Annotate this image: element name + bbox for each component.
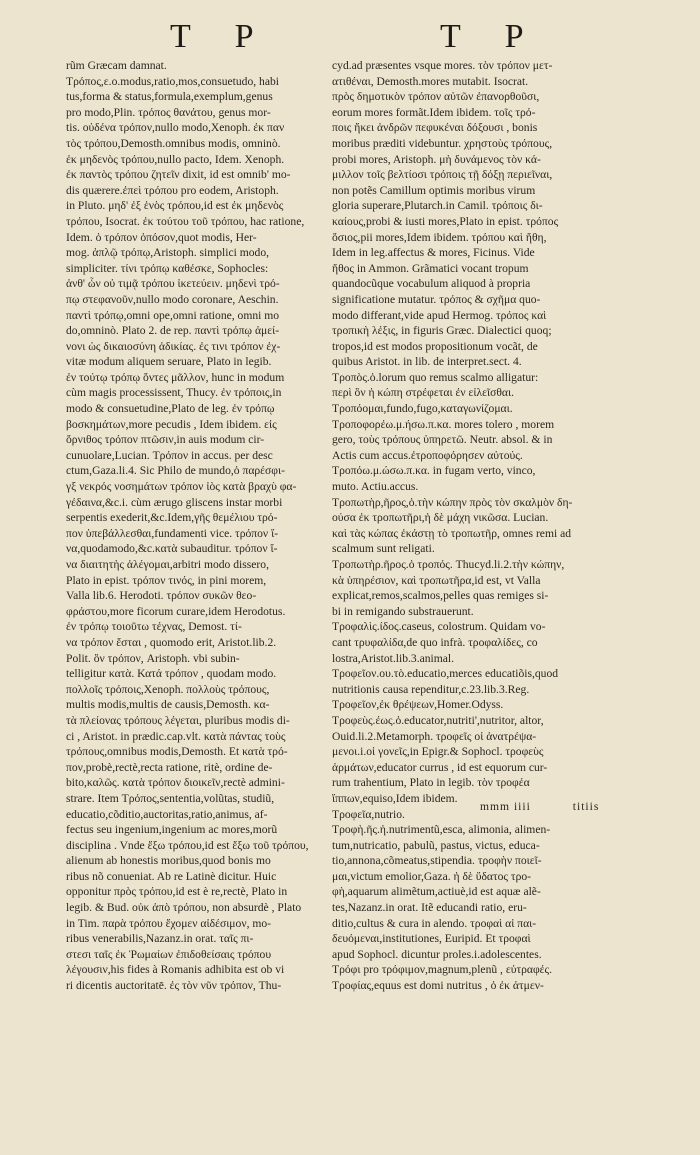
text-line: bi in remigando substrauerunt.	[332, 604, 474, 618]
text-line: in Tim. παρὰ τρόπου ἔχομεν αἰδέσιμον, mo-	[66, 916, 272, 930]
text-line: moribus præditi videbuntur. χρηστοὺς τρόπους,	[332, 136, 553, 150]
text-line: pro modo,Plin. τρόπος θανάτου, genus mor-	[66, 105, 271, 119]
text-line: nutritionis causa rependitur,c.23.lib.3.Reg.	[332, 682, 530, 696]
text-line: ri dicentis auctoritatē. ἐς τὸν νῦν τρόπον, Thu-	[66, 979, 282, 993]
text-line: Τροφεῖον.ου.τὸ.educatio,merces educatiõis,quod	[332, 667, 559, 681]
text-line: Plato in epist. τρόπον τινός, in pini morem,	[66, 573, 267, 587]
text-line: scalmum sunt religati.	[332, 542, 435, 556]
text-line: serpentis exederit,&c.Idem,γῆς θεμέλιου τρό-	[66, 511, 278, 525]
text-line: ατιθέναι, Demosth.mores mutabit. Isocrat.	[332, 74, 529, 88]
text-line: ὅσιος,pii mores,Idem ibidem. τρόπου καὶ ἤθη,	[332, 230, 547, 244]
text-line: τὸς τρόπου,Demosth.omnibus modis, omninò.	[66, 136, 281, 150]
text-line: Τρόφι pro τρόφιμον,magnum,plenũ , εὐτραφές.	[332, 963, 553, 977]
text-line: apud Sophocl. dicuntur proles.i.adolescentes.	[332, 947, 542, 961]
text-line: νονι ὡς δικαιοσύνη ἀδικίας. ἐς τινι τρόπον ἐχ-	[66, 339, 281, 353]
text-line: do,omninò. Plato 2. de rep. παντὶ τρόπῳ ἀμεί-	[66, 324, 280, 338]
text-line: ούσα ἐκ τροπωτῆρι,ἡ δὲ μάχη νικῶσα. Lucian.	[332, 511, 549, 525]
text-line: μιλλον τοῖς βελτίοσι τρόποις τῇ δόξῃ περιεῖναι,	[332, 168, 553, 182]
text-line: ribus venerabilis,Nazanz.in orat. ταῖς πι-	[66, 932, 254, 946]
text-line: Polit. ὃν τρόπον, Aristoph. vbi subin-	[66, 651, 240, 665]
text-line: Τροποφορέω.μ.ήσω.π.κα. mores tolero , morem	[332, 417, 555, 431]
text-line: tis. οὐδένα τρόπον,nullo modo,Xenoph. ἐκ παν	[66, 121, 285, 135]
running-head-left: T P	[170, 18, 272, 55]
text-line: τρόπου, Isocrat. ἐκ τούτου τοῦ τρόπου, hac ratione,	[66, 214, 305, 228]
text-line: cyd.ad præsentes vsque mores. τὸν τρόπον μετ-	[332, 59, 553, 72]
text-line: Idem in leg.affectus & mores, Ficinus. Vide	[332, 246, 535, 260]
text-line: Actis cum accus.ἐτροποφόρησεν αὐτούς.	[332, 448, 523, 462]
text-line: disciplina . Vnde ἔξω τρόπου,id est ἔξω τοῦ τρόπου,	[66, 838, 309, 852]
text-line: educatio,cõditio,auctoritas,ratio,animus, af-	[66, 807, 268, 821]
text-line: πολλοῖς τρόποις,Xenoph. πολλοὺς τρόπους,	[66, 682, 270, 696]
text-line: ctum,Gaza.li.4. Sic Philo de mundo,ὁ παρέσφι-	[66, 464, 285, 478]
text-line: quibus Aristot. in lib. de interpret.sect. 4.	[332, 355, 522, 369]
text-line: Τροπόω.μ.ώσω.π.κα. in fugam verto, vinco,	[332, 464, 536, 478]
signature-line	[480, 800, 599, 813]
text-line: tio,annona,cõmeatus,stipendia. τροφὴν ποιεῖ-	[332, 854, 542, 868]
text-line: explicat,remos,scalmos,pelles quas remiges si-	[332, 589, 549, 603]
text-line: δευόμεναι,institutiones, Euripid. Et τροφαὶ	[332, 932, 531, 946]
text-line: strare. Item Τρόπος,sententia,volũtas, studiũ,	[66, 791, 275, 805]
right-column	[332, 58, 600, 994]
text-line: πον ὑπεβάλλεσθαι,fundamenti vice. τρόπον ἴ-	[66, 526, 279, 540]
text-line: ἵππων,equiso,Idem ibidem.	[332, 791, 458, 805]
text-line: gloria superare,Plutarch.in Camil. τρόποις δι-	[332, 199, 543, 213]
text-line: να τρόπον ἔσται , quomodo erit, Aristot.lib.2.	[66, 635, 277, 649]
text-line: ἀνθ' ὧν οὐ τιμᾷ τρόπου ἱκετεύειν. μηδενὶ τρό-	[66, 277, 280, 291]
text-line: ὄρνιθος τρόπον πτῶσιν,in auis modum cir-	[66, 433, 265, 447]
text-line: simpliciter. τίνι τρόπῳ καθέσκε, Sophocles:	[66, 261, 269, 275]
text-line: παντὶ τρόπῳ,omni ope,omni ratione, omni mo	[66, 308, 280, 322]
text-line: mog. ἁπλῷ τρόπῳ,Aristoph. simplici modo,	[66, 246, 270, 260]
text-line: Τροφεὺς.έως.ὁ.educator,nutriti',nutritor, altor,	[332, 713, 544, 727]
text-line: rum trahentium, Plato in legib. τὸν τροφέα	[332, 776, 530, 790]
text-line: Τροπωτὴρ.ῆρος.ὁ τροπός. Thucyd.li.2.τὴν κώπην,	[332, 558, 565, 571]
text-line: tus,forma & status,formula,exemplum,genus	[66, 90, 273, 104]
text-line: φράστου,more ficorum curare,idem Herodotus.	[66, 604, 286, 618]
text-line: Idem. ὁ τρόπον ὁπόσον,quot modis, Her-	[66, 230, 257, 244]
text-line: ἐν τρόπῳ τοιοῦτω τέχνας, Demost. τί-	[66, 620, 242, 634]
text-line: cant τρυφαλίδα,de quo infrà. τροφαλίδες, co	[332, 635, 538, 649]
text-line: καίους,probi & iusti mores,Plato in epist. τρόπος	[332, 214, 559, 228]
text-line: fectus seu ingenium,ingenium ac mores,morũ	[66, 823, 278, 837]
text-line: non potẽs Camillum optimis moribus virum	[332, 183, 536, 197]
text-line: legib. & Bud. οὐκ ἀπὸ τρόπου, non absurdè , Plato	[66, 901, 302, 915]
text-line: ἐκ παντὸς τρόπου ζητεῖν dixit, id est omnib' mo-	[66, 168, 291, 182]
text-line: ἐν τούτῳ τρόπῳ ὄντες μᾶλλον, hunc in modum	[66, 370, 285, 384]
text-line: φὴ,aquarum alimẽtum,actiuè,id est aquæ alẽ-	[332, 885, 541, 899]
text-line: ἤθος in Ammon. Grãmatici vocant tropum	[332, 261, 529, 275]
text-line: bito,καλῶς. κατὰ τρόπον διοικεῖν,rectè admini-	[66, 776, 285, 790]
text-line: πρὸς δημοτικὸν τρόπον αὐτῶν ἐπανορθοῦσι,	[332, 90, 540, 104]
text-line: probi mores, Aristoph. μὴ δυνάμενος τὸν κά-	[332, 152, 541, 166]
text-line: γξ νεκρός νοσημάτων τρόπον ἰὸς κατὰ βραχὺ φα-	[66, 480, 297, 494]
text-line: Τροπὸς.ὁ.lorum quo remus scalmo alligatur:	[332, 370, 539, 384]
text-line: Τροπόομαι,fundo,fugo,καταγωνίζομαι.	[332, 402, 513, 416]
text-line: κὰ ὑπηρέσιον, καὶ τροπωτῆρα,id est, vt Valla	[332, 573, 541, 587]
text-line: Τροφὴ.ῆς.ἡ.nutrimentũ,esca, alimonia, alimen-	[332, 823, 551, 837]
text-line: muto. Actiu.accus.	[332, 480, 419, 494]
text-line: rũm Græcam damnat.	[66, 59, 167, 72]
text-line: lostra,Aristot.lib.3.animal.	[332, 651, 455, 665]
text-line: Τροφίας,equus est domi nutritus , ὁ ἐκ ἀτμεν-	[332, 979, 544, 993]
text-line: eorum mores formãt.Idem ibidem. τοῖς τρό-	[332, 105, 536, 119]
text-line: γέδαινα,&c.i. cùm ærugo gliscens instar morbi	[66, 495, 283, 509]
text-line: να διαιτητὴς ἀλέγομαι,arbitri modo dissero,	[66, 558, 269, 571]
text-line: τροπικὴ λέξις, in figuris Græc. Dialectici quoq;	[332, 324, 552, 338]
text-line: tum,nutricatio, pabulũ, pastus, victus, educa-	[332, 838, 540, 852]
text-line: multis modis,multis de causis,Demosth. κα-	[66, 698, 270, 712]
text-line: Valla lib.6. Herodoti. τρόπον συκῶν θεο-	[66, 589, 257, 603]
catchword: titiis	[572, 800, 600, 813]
text-line: τὰ πλείονας τρόπους λέγεται, pluribus modis di-	[66, 713, 290, 727]
text-line: quandocũque vocabulum aliquod à propria	[332, 277, 531, 291]
text-line: Τροφεῖον,ἐκ θρέψεων,Homer.Odyss.	[332, 698, 504, 712]
text-line: ribus nõ conueniat. Ab re Latinè dicitur. Huic	[66, 869, 277, 883]
signature-mark: mmm iiii	[480, 800, 531, 813]
text-line: ἁρμάτων,educator currus , id est equorum cur-	[332, 760, 548, 774]
text-line: cunuolare,Lucian. Τρόπον in accus. per desc	[66, 448, 273, 462]
text-line: tes,Nazanz.in orat. Itẽ educandi ratio, eru-	[332, 901, 527, 915]
text-line: περὶ ὃν ἡ κώπη στρέφεται ἐν εἰλεῖσθαι.	[332, 386, 514, 400]
text-line: ποις ἥκει ἀνδρῶν πεφυκέναι δόξουσι , bonis	[332, 121, 538, 135]
text-line: gero, τοὺς τρόπους ὑπηρετῶ. Neutr. absol. & in	[332, 433, 553, 447]
text-line: telligitur κατὰ. Κατά τρόπον , quodam modo.	[66, 667, 277, 681]
text-line: ἐκ μηδενὸς τρόπου,nullo pacto, Idem. Xenoph.	[66, 152, 285, 166]
left-column	[66, 58, 331, 994]
text-line: Τροφαλὶς.ίδος.caseus, colostrum. Quidam vo-	[332, 620, 546, 634]
text-line: Τροφεῖα,nutrio.	[332, 807, 405, 821]
text-line: in Pluto. μηδ' ἐξ ἑνὸς τρόπου,id est ἐκ μηδενὸς	[66, 199, 284, 213]
text-line: πῳ στεφανοῦν,nullo modo coronare, Aeschin.	[66, 292, 279, 306]
text-line: βοσκημάτων,more pecudis , Idem ibidem. εἰς	[66, 417, 277, 431]
text-line: modo & consuetudine,Plato de leg. ἐν τρόπῳ	[66, 402, 275, 416]
text-line: opponitur πρὸς τρόπου,id est è re,rectè, Plato in	[66, 885, 288, 899]
text-line: μενοι.i.οἱ γονεῖς,in Epigr.& Sophocl. τροφεὺς	[332, 745, 544, 759]
text-line: alienum ab honestis moribus,quod bonis mo	[66, 854, 271, 868]
text-line: μαι,victum emolior,Gaza. ἡ δὲ ὕδατος τρο-	[332, 869, 532, 883]
text-line: πον,probè,rectè,recta ratione, ritè, ordine de-	[66, 760, 273, 774]
text-line: Ouid.li.2.Metamorph. τροφεῖς οἱ ἀνατρέψα-	[332, 729, 537, 743]
text-line: tropos,id est modos propositionum vocãt, de	[332, 339, 538, 353]
text-line: vitæ modum aliquem seruare, Plato in legib.	[66, 355, 272, 369]
text-line: ditio,cultus & cura in alendo. τροφαὶ αἱ παι-	[332, 916, 537, 930]
text-line: significatione mutatur. τρόπος & σχῆμα quo-	[332, 292, 541, 306]
text-line: Τροπωτὴρ,ῆρος,ὁ.τὴν κώπην πρὸς τὸν σκαλμὸν δη-	[332, 495, 573, 509]
text-line: Τρόπος,ε.ο.modus,ratio,mos,consuetudo, habi	[66, 74, 280, 88]
text-line: λέγουσιν,his fides à Romanis adhibita est ob vi	[66, 963, 285, 977]
text-line: dis quærere.ἐπεὶ τρόπου pro eodem, Aristoph.	[66, 183, 279, 197]
running-head-right: T P	[440, 18, 542, 55]
text-line: τρόπους,omnibus modis,Demosth. Et κατὰ τρό-	[66, 745, 288, 759]
text-line: καὶ τὰς κώπας ἐκάστῃ τὸ τροπωτῆρ, omnes remi ad	[332, 526, 572, 540]
text-line: modo differant,vide apud Hermog. τρόπος καὶ	[332, 308, 547, 322]
text-line: στεσι ταῖς ἐκ Ῥωμαίων ἐπιδοθείσαις τρόπου	[66, 947, 272, 961]
text-line: ci , Aristot. in prædic.cap.vlt. κατὰ πάντας τοὺς	[66, 729, 286, 743]
text-line: να,quodamodo,&c.κατὰ subauditur. τρόπον ἴ-	[66, 542, 278, 556]
text-line: cùm magis processissent, Thucy. ἐν τρόποις,in	[66, 386, 282, 400]
